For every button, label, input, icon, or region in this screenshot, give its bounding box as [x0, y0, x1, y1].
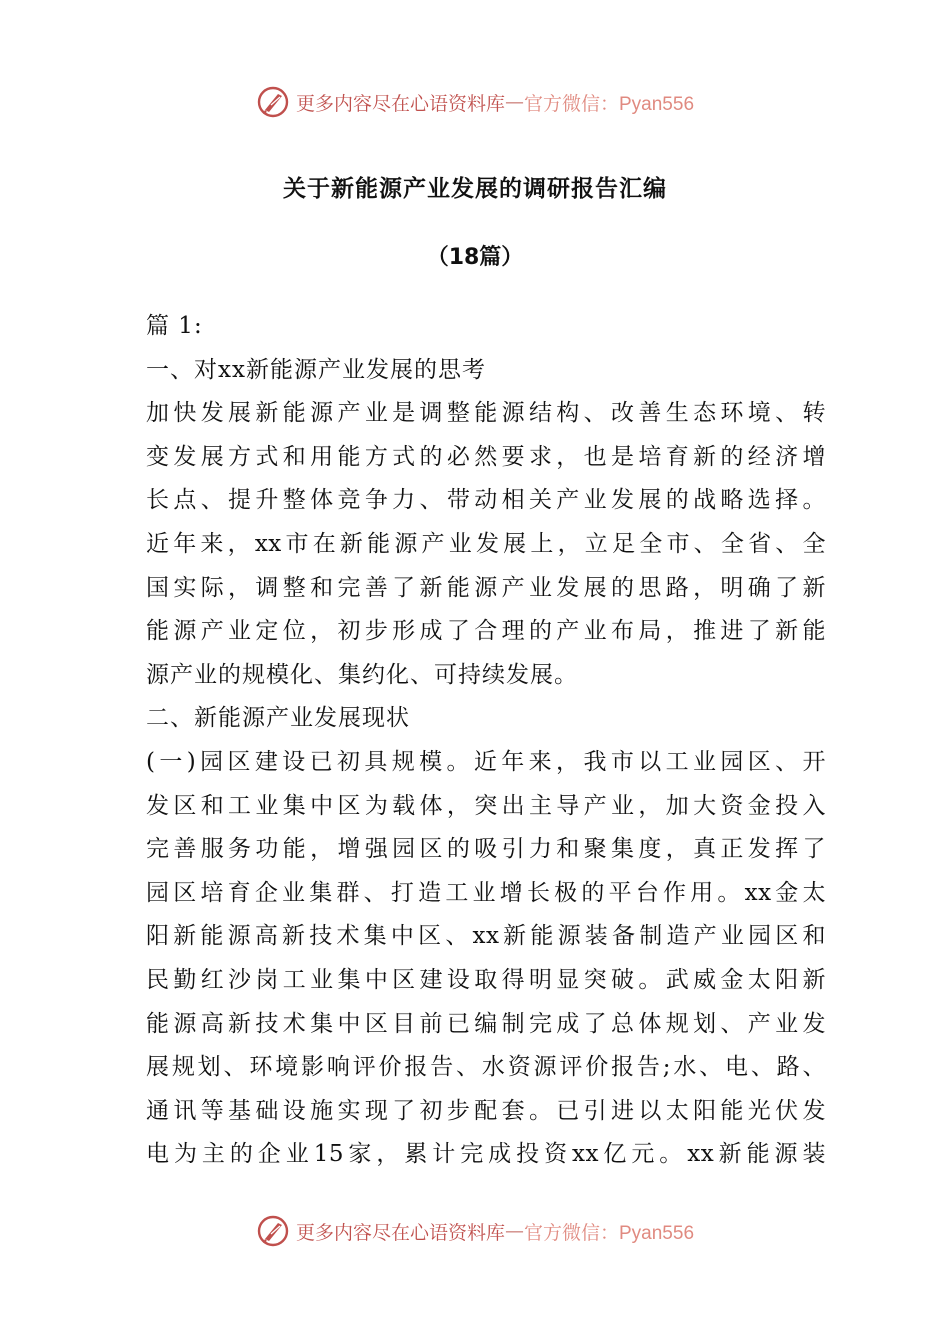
body-line: 源产业的规模化、集约化、可持续发展。	[146, 661, 578, 688]
body-line: 加快发展新能源产业是调整能源结构、改善生态环境、转	[146, 400, 826, 427]
body-line: 能源高新技术集中区目前已编制完成了总体规划、产业发	[146, 1010, 826, 1037]
body-line: 能源产业定位，初步形成了合理的产业布局，推进了新能	[146, 618, 826, 645]
body-line: 国实际，调整和完善了新能源产业发展的思路，明确了新	[146, 574, 826, 601]
body-line: 二、新能源产业发展现状	[146, 705, 410, 732]
quill-pen-logo-icon	[256, 85, 290, 119]
body-line: 一、对xx新能源产业发展的思考	[146, 356, 486, 383]
body-line: 通讯等基础设施实现了初步配套。已引进以太阳能光伏发	[146, 1097, 826, 1124]
document-body	[146, 305, 826, 1177]
body-line: 展规划、环境影响评价报告、水资源评价报告;水、电、路、	[146, 1054, 826, 1081]
watermark-brand: 更多内容尽在心语资料库	[295, 92, 505, 115]
body-line: 变发展方式和用能方式的必然要求，也是培育新的经济增	[146, 443, 826, 470]
body-line: 长点、提升整体竞争力、带动相关产业发展的战略选择。	[146, 487, 826, 514]
watermark-contact: 官方微信：Pyan556	[524, 1222, 695, 1244]
document-title: 关于新能源产业发展的调研报告汇编	[283, 176, 667, 202]
watermark-brand: 更多内容尽在心语资料库	[295, 1221, 505, 1244]
body-line: 园区培育企业集群、打造工业增长极的平台作用。xx金太	[146, 879, 826, 906]
body-line: 电为主的企业15家，累计完成投资xx亿元。xx新能源装	[146, 1141, 826, 1168]
header-watermark	[0, 82, 950, 122]
watermark-separator: —	[505, 91, 524, 113]
body-line: 发区和工业集中区为载体，突出主导产业，加大资金投入	[146, 792, 826, 819]
body-line: 民勤红沙岗工业集中区建设取得明显突破。武威金太阳新	[146, 966, 826, 993]
body-line: 篇 1:	[146, 313, 203, 339]
body-line: 近年来，xx市在新能源产业发展上，立足全市、全省、全	[146, 530, 826, 557]
quill-pen-logo-icon	[256, 1214, 290, 1248]
body-line: (一)园区建设已初具规模。近年来，我市以工业园区、开	[146, 748, 826, 775]
body-line: 完善服务功能，增强园区的吸引力和聚集度，真正发挥了	[146, 836, 826, 863]
watermark-separator: —	[505, 1220, 524, 1242]
body-line: 阳新能源高新技术集中区、xx新能源装备制造产业园区和	[146, 923, 826, 950]
document-subtitle: （18篇）	[426, 245, 524, 270]
watermark-contact: 官方微信：Pyan556	[524, 93, 695, 115]
footer-watermark	[0, 1211, 950, 1251]
